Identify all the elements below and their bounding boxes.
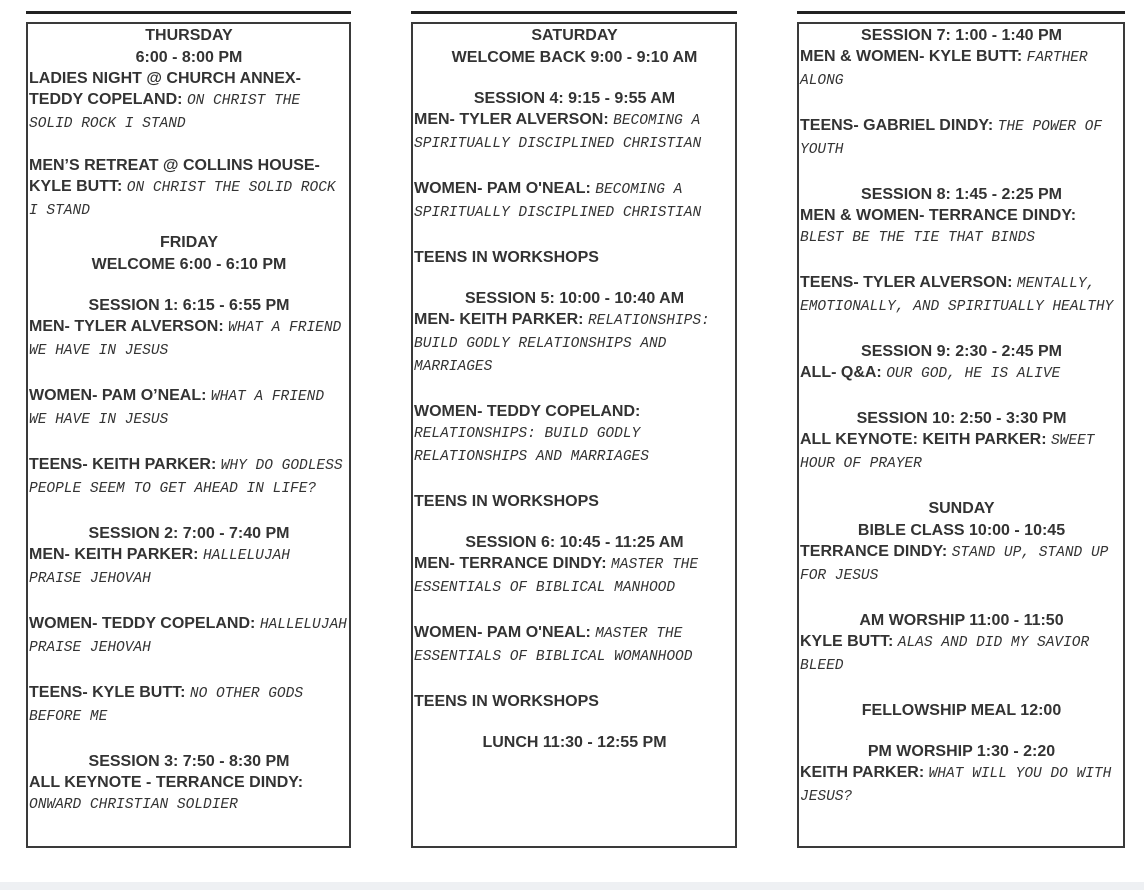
session-time-heading: SESSION 6: 10:45 - 11:25 AM [465, 534, 684, 551]
talk-title: RELATIONSHIPS: BUILD GODLY RELATIONSHIPS AND MARRIAGES [414, 313, 710, 375]
speaker-label: TEENS- GABRIEL DINDY: [800, 117, 994, 134]
schedule-entry [414, 491, 735, 512]
talk-title: ON CHRIST THE SOLID ROCK I STAND [29, 180, 336, 219]
talk-title: WHY DO GODLESS PEOPLE SEEM TO GET AHEAD IN LIFE? [29, 458, 343, 497]
schedule-entry [29, 316, 349, 362]
talk-title: OUR GOD, HE IS ALIVE [886, 366, 1061, 382]
spacer [414, 468, 735, 491]
schedule-entry [414, 309, 735, 378]
speaker-label: WOMEN- PAM O'NEAL: [414, 624, 591, 641]
spacer [414, 68, 735, 88]
spacer [29, 135, 349, 155]
spacer [29, 659, 349, 682]
schedule-entry [29, 772, 349, 816]
schedule-entry [800, 362, 1123, 385]
speaker-label: ALL KEYNOTE: KEITH PARKER: [800, 431, 1047, 448]
session-time-heading: WELCOME BACK 9:00 - 9:10 AM [451, 49, 698, 66]
talk-title: WHAT WILL YOU DO WITH JESUS? [800, 766, 1112, 805]
schedule-entry [414, 178, 735, 224]
session-time-heading: SESSION 10: 2:50 - 3:30 PM [856, 410, 1067, 427]
spacer [29, 362, 349, 385]
spacer [800, 587, 1123, 610]
talk-title: BECOMING A SPIRITUALLY DISCIPLINED CHRISTIAN [414, 113, 702, 152]
day-heading: SATURDAY [531, 27, 618, 44]
speaker-label: MEN- KEITH PARKER: [414, 311, 584, 328]
talk-title: THE POWER OF YOUTH [800, 119, 1103, 158]
talk-title: STAND UP, STAND UP FOR JESUS [800, 545, 1109, 584]
spacer [414, 712, 735, 732]
spacer [414, 599, 735, 622]
spacer [800, 475, 1123, 498]
spacer [414, 378, 735, 401]
speaker-label: TEENS IN WORKSHOPS [414, 493, 599, 510]
session-time-heading: SESSION 1: 6:15 - 6:55 PM [88, 297, 290, 314]
speaker-label: TEENS IN WORKSHOPS [414, 249, 599, 266]
session-time-heading: SESSION 9: 2:30 - 2:45 PM [861, 343, 1062, 360]
spacer [800, 92, 1123, 115]
spacer [29, 431, 349, 454]
session-time-heading: WELCOME 6:00 - 6:10 PM [91, 256, 287, 273]
schedule-entry [800, 205, 1123, 249]
speaker-label: ALL KEYNOTE - TERRANCE DINDY: [29, 774, 304, 791]
schedule-entry [800, 272, 1123, 318]
talk-title: BLEST BE THE TIE THAT BINDS [800, 230, 1035, 246]
session-time-heading: 6:00 - 8:00 PM [135, 49, 243, 66]
session-time-heading: SESSION 2: 7:00 - 7:40 PM [88, 525, 290, 542]
schedule-entry [29, 155, 349, 222]
speaker-label: MEN- KEITH PARKER: [29, 546, 199, 563]
schedule-entry [29, 385, 349, 431]
talk-title: FARTHER ALONG [800, 50, 1088, 89]
spacer [29, 728, 349, 751]
speaker-label: TERRANCE DINDY: [800, 543, 948, 560]
speaker-label: MEN & WOMEN- TERRANCE DINDY: [800, 207, 1077, 224]
schedule-entry [800, 115, 1123, 161]
spacer [29, 275, 349, 295]
speaker-label: WOMEN- PAM O'NEAL: [414, 180, 591, 197]
schedule-entry [414, 691, 735, 712]
talk-title: RELATIONSHIPS: BUILD GODLY RELATIONSHIPS AND MARRIAGES [414, 426, 649, 465]
column-top-rule [411, 11, 737, 14]
schedule-column-thursday-friday [26, 22, 351, 848]
talk-title: MASTER THE ESSENTIALS OF BIBLICAL MANHOOD [414, 557, 699, 596]
speaker-label: MEN- TERRANCE DINDY: [414, 555, 607, 572]
session-time-heading: SESSION 3: 7:50 - 8:30 PM [88, 753, 290, 770]
column-top-rule [26, 11, 351, 14]
spacer [414, 268, 735, 288]
speaker-label: MEN- TYLER ALVERSON: [414, 111, 609, 128]
schedule-entry [29, 682, 349, 728]
talk-title: BECOMING A SPIRITUALLY DISCIPLINED CHRISTIAN [414, 182, 702, 221]
schedule-entry [29, 454, 349, 500]
spacer [800, 385, 1123, 408]
spacer [29, 500, 349, 523]
spacer [414, 224, 735, 247]
speaker-label: KEITH PARKER: [800, 764, 925, 781]
schedule-column-saturday-sunday [797, 22, 1125, 848]
talk-title: NO OTHER GODS BEFORE ME [29, 686, 304, 725]
schedule-entry [29, 544, 349, 590]
speaker-label: TEENS- KEITH PARKER: [29, 456, 217, 473]
speaker-label: WOMEN- PAM O’NEAL: [29, 387, 207, 404]
speaker-label: MEN & WOMEN- KYLE BUTT: [800, 48, 1023, 65]
speaker-label: TEENS- TYLER ALVERSON: [800, 274, 1013, 291]
spacer [414, 512, 735, 532]
day-heading: SUNDAY [928, 500, 995, 517]
schedule-entry [29, 68, 349, 135]
speaker-label: KYLE BUTT: [800, 633, 894, 650]
talk-title: MENTALLY, EMOTIONALLY, AND SPIRITUALLY HEALTHY [800, 276, 1114, 315]
schedule-entry [29, 613, 349, 659]
schedule-entry [800, 762, 1123, 808]
talk-title: MASTER THE ESSENTIALS OF BIBLICAL WOMANHOOD [414, 626, 693, 665]
spacer [414, 668, 735, 691]
talk-title: WHAT A FRIEND WE HAVE IN JESUS [29, 389, 325, 428]
talk-title: HALLELUJAH PRAISE JEHOVAH [29, 617, 347, 656]
session-time-heading: BIBLE CLASS 10:00 - 10:45 [857, 522, 1066, 539]
talk-title: HALLELUJAH PRAISE JEHOVAH [29, 548, 290, 587]
talk-title: SWEET HOUR OF PRAYER [800, 433, 1095, 472]
schedule-entry [800, 46, 1123, 92]
talk-title: ON CHRIST THE SOLID ROCK I STAND [29, 93, 301, 132]
spacer [800, 249, 1123, 272]
speaker-label: LADIES NIGHT @ CHURCH ANNEX- TEDDY COPELAND: [29, 70, 301, 108]
spacer [29, 590, 349, 613]
speaker-label: TEENS- KYLE BUTT: [29, 684, 186, 701]
session-time-heading: SESSION 8: 1:45 - 2:25 PM [861, 186, 1062, 203]
schedule-entry [800, 429, 1123, 475]
schedule-entry [414, 109, 735, 155]
talk-title: WHAT A FRIEND WE HAVE IN JESUS [29, 320, 342, 359]
session-time-heading: SESSION 7: 1:00 - 1:40 PM [861, 27, 1062, 44]
speaker-label: WOMEN- TEDDY COPELAND: [414, 403, 641, 420]
spacer [800, 161, 1123, 184]
column-top-rule [797, 11, 1125, 14]
schedule-entry [800, 541, 1123, 587]
spacer [800, 318, 1123, 341]
spacer [29, 222, 349, 232]
speaker-label: TEENS IN WORKSHOPS [414, 693, 599, 710]
schedule-entry [414, 247, 735, 268]
spacer [800, 721, 1123, 741]
speaker-label: MEN- TYLER ALVERSON: [29, 318, 224, 335]
day-heading: THURSDAY [145, 27, 233, 44]
spacer [414, 155, 735, 178]
session-time-heading: LUNCH 11:30 - 12:55 PM [482, 734, 667, 751]
talk-title: ONWARD CHRISTIAN SOLDIER [29, 797, 238, 813]
speaker-label: MEN’S RETREAT @ COLLINS HOUSE- KYLE BUTT: [29, 157, 320, 195]
page-bottom-strip [0, 882, 1144, 890]
day-heading: FRIDAY [159, 234, 219, 251]
schedule-column-saturday [411, 22, 737, 848]
schedule-entry [414, 553, 735, 599]
talk-title: ALAS AND DID MY SAVIOR BLEED [800, 635, 1090, 674]
session-time-heading: AM WORSHIP 11:00 - 11:50 [859, 612, 1064, 629]
schedule-entry [414, 622, 735, 668]
schedule-entry [414, 401, 735, 468]
schedule-entry [800, 631, 1123, 677]
speaker-label: WOMEN- TEDDY COPELAND: [29, 615, 256, 632]
spacer [800, 677, 1123, 700]
session-time-heading: PM WORSHIP 1:30 - 2:20 [867, 743, 1056, 760]
session-time-heading: SESSION 5: 10:00 - 10:40 AM [464, 290, 685, 307]
session-time-heading: FELLOWSHIP MEAL 12:00 [861, 702, 1062, 719]
session-time-heading: SESSION 4: 9:15 - 9:55 AM [473, 90, 676, 107]
speaker-label: ALL- Q&A: [800, 364, 882, 381]
